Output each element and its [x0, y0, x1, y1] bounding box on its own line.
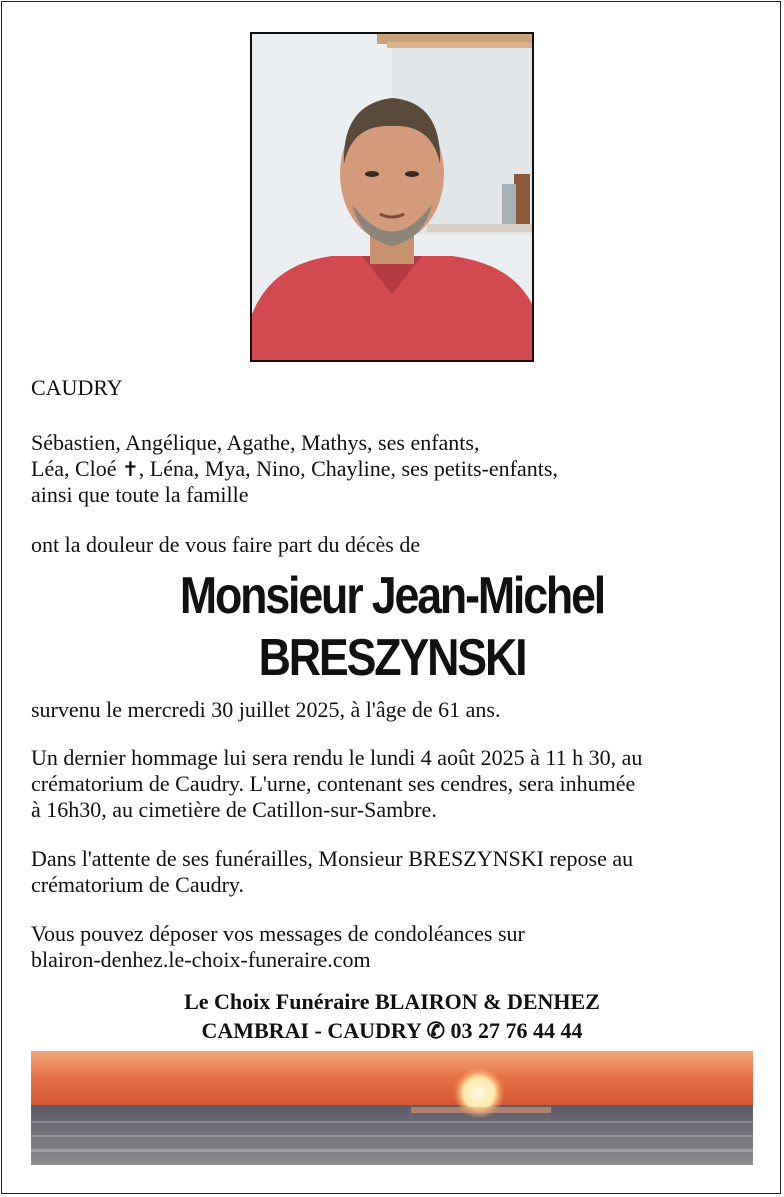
condolences-line-1: Vous pouvez déposer vos messages de condoléances sur — [31, 921, 525, 946]
family-line-3: ainsi que toute la famille — [31, 482, 249, 507]
portrait-photo — [250, 32, 534, 362]
family-line-2-end: , Léna, Mya, Nino, Chayline, ses petits-enfants, — [138, 456, 558, 481]
portrait-illustration — [252, 34, 532, 360]
resting-line-2: crématorium de Caudry. — [31, 872, 244, 897]
phone-icon: ✆ — [426, 1018, 446, 1043]
deceased-name-line-2: BRESZYNSKI — [258, 629, 526, 687]
family-line-2-start: Léa, Cloé — [31, 456, 117, 481]
death-info: survenu le mercredi 30 juillet 2025, à l'âge de 61 ans. — [31, 697, 501, 722]
funeral-home-phone[interactable]: 03 27 76 44 44 — [450, 1018, 583, 1043]
cross-icon: ✝ — [122, 457, 139, 481]
family-line-1: Sébastien, Angélique, Agathe, Mathys, ses enfants, — [31, 430, 480, 455]
funeral-home-contact — [0, 1016, 784, 1046]
funeral-home-name: Le Choix Funéraire BLAIRON & DENHEZ — [184, 989, 600, 1014]
sunset-illustration — [31, 1051, 753, 1165]
sunset-banner — [31, 1051, 753, 1165]
family-line-2 — [31, 456, 755, 482]
ceremony-line-2: crématorium de Caudry. L'urne, contenant ses cendres, sera inhumée — [31, 771, 636, 796]
funeral-home-location: CAMBRAI - CAUDRY — [201, 1018, 422, 1043]
town-name: CAUDRY — [31, 375, 123, 400]
resting-line-1: Dans l'attente de ses funérailles, Monsieur BRESZYNSKI repose au — [31, 846, 634, 871]
condolences-website[interactable]: blairon-denhez.le-choix-funeraire.com — [31, 947, 371, 972]
deceased-name-line-1: Monsieur Jean-Michel — [179, 567, 605, 625]
ceremony-line-1: Un dernier hommage lui sera rendu le lundi 4 août 2025 à 11 h 30, au — [31, 745, 643, 770]
announcement: ont la douleur de vous faire part du décès de — [31, 532, 421, 557]
ceremony-line-3: à 16h30, au cimetière de Catillon-sur-Sambre. — [31, 797, 437, 822]
